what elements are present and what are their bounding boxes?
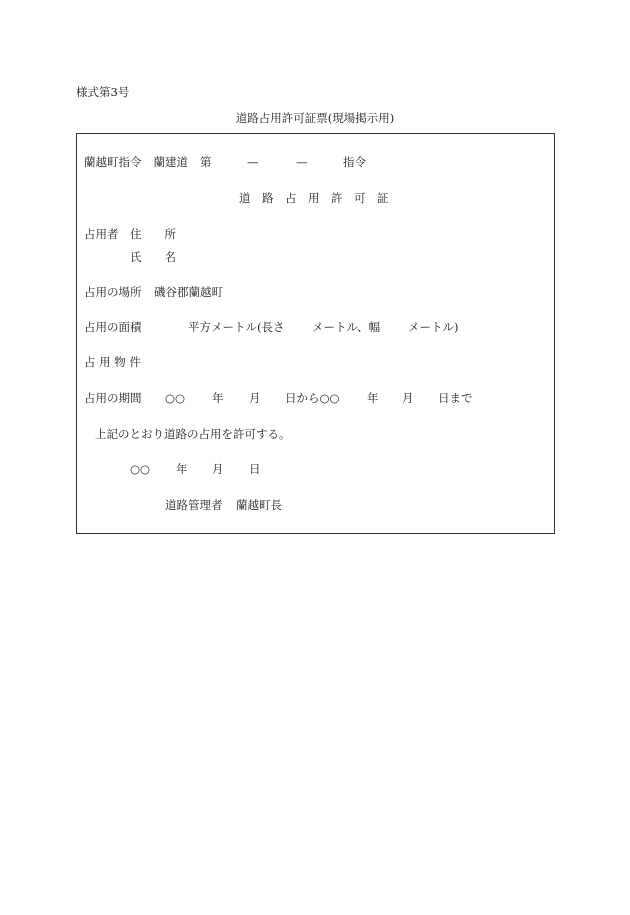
date-month: 月 <box>212 462 224 476</box>
area-width-unit: メートル) <box>408 320 459 334</box>
area-label: 占用の面積 <box>84 320 142 334</box>
directive-dash-1: — <box>247 155 259 169</box>
directive-no-label: 第 <box>200 155 212 169</box>
form-title: 道路占用許可証票(現場掲示用) <box>235 111 395 125</box>
area-length-unit: メートル、幅 <box>312 320 381 334</box>
occupant-label: 占用者 <box>84 227 119 241</box>
directive-line <box>84 155 212 169</box>
location-value: 磯谷郡蘭越町 <box>154 285 223 299</box>
form-number: 様式第3号 <box>76 85 130 99</box>
occupant-name-label: 氏 名 <box>130 250 176 264</box>
location-label: 占用の場所 <box>84 285 142 299</box>
period-year-2: 年 <box>367 391 379 405</box>
directive-dash-2: — <box>296 155 308 169</box>
object-label: 占 用 物 件 <box>84 355 141 369</box>
manager-name: 蘭越町長 <box>236 498 282 512</box>
directive-office: 蘭建道 <box>153 155 188 169</box>
date-era: ○○ <box>130 462 151 476</box>
period-day-to: 日まで <box>438 391 473 405</box>
directive-suffix: 指令 <box>343 155 366 169</box>
occupant-address-label: 住 所 <box>130 227 176 241</box>
period-day-from: 日から○○ <box>285 391 340 405</box>
directive-issuer: 蘭越町指令 <box>84 155 142 169</box>
date-day: 日 <box>249 462 261 476</box>
period-month-1: 月 <box>249 391 261 405</box>
permit-statement: 上記のとおり道路の占用を許可する。 <box>95 427 291 441</box>
period-year-1: 年 <box>212 391 224 405</box>
period-month-2: 月 <box>402 391 414 405</box>
permit-heading: 道 路 占 用 許 可 証 <box>239 191 389 205</box>
date-year: 年 <box>176 462 188 476</box>
period-label: 占用の期間 <box>84 391 142 405</box>
area-unit: 平方メートル(長さ <box>188 320 285 334</box>
period-era-1: ○○ <box>165 391 186 405</box>
manager-label: 道路管理者 <box>165 498 223 512</box>
